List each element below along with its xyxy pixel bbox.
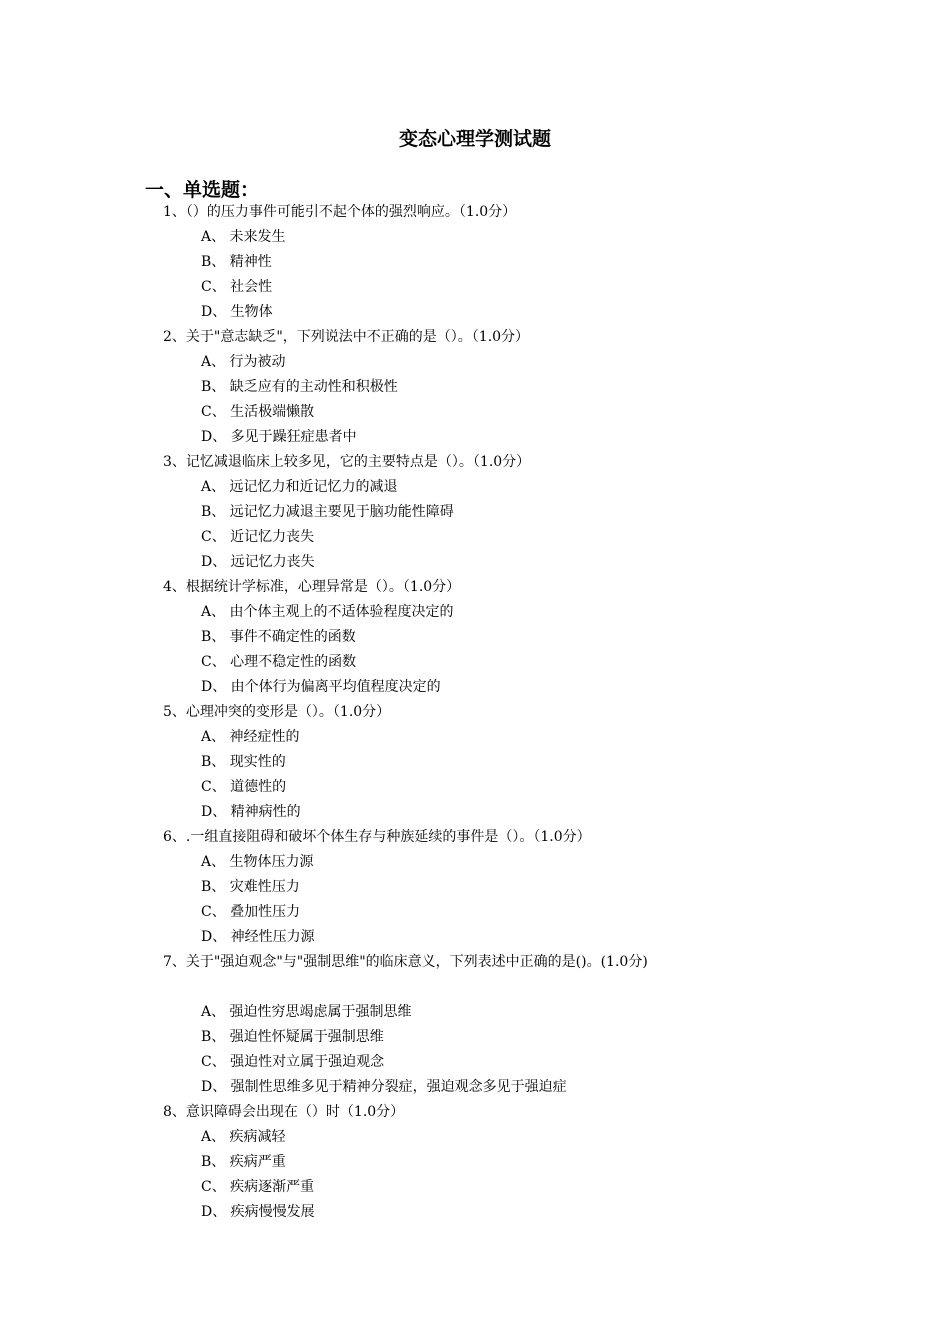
option-d: D、 精神病性的 <box>201 804 301 820</box>
question-stem: 3、记忆减退临床上较多见，它的主要特点是（）。（1.0分） <box>163 454 531 470</box>
question-list <box>0 200 950 1225</box>
option-c: C、 叠加性压力 <box>201 904 301 920</box>
option-a: A、 行为被动 <box>201 354 286 370</box>
option-a: A、 未来发生 <box>201 229 286 245</box>
option-d: D、 远记忆力丧失 <box>201 554 315 570</box>
option-d: D、 生物体 <box>201 304 273 320</box>
question-stem: 6、.一组直接阻碍和破坏个体生存与种族延续的事件是（）。（1.0分） <box>163 829 591 845</box>
option-b: B、 事件不确定性的函数 <box>201 629 356 645</box>
option-c: C、 心理不稳定性的函数 <box>201 654 357 670</box>
option-d: D、 由个体行为偏离平均值程度决定的 <box>201 679 441 695</box>
document-title: 变态心理学测试题 <box>398 128 551 150</box>
option-c: C、 社会性 <box>201 279 273 295</box>
option-b: B、 强迫性怀疑属于强制思维 <box>201 1029 384 1045</box>
option-d: D、 神经性压力源 <box>201 929 315 945</box>
question-stem: 7、关于"强迫观念"与"强制思维"的临床意义，下列表述中正确的是()。(1.0分) <box>163 954 648 970</box>
question-stem: 1、（）的压力事件可能引不起个体的强烈响应。（1.0分） <box>163 204 517 220</box>
question-stem: 8、意识障碍会出现在（）时（1.0分） <box>163 1104 405 1120</box>
option-b: B、 灾难性压力 <box>201 879 300 895</box>
option-b: B、 远记忆力减退主要见于脑功能性障碍 <box>201 504 454 520</box>
option-c: C、 生活极端懒散 <box>201 404 315 420</box>
option-d: D、 强制性思维多见于精神分裂症，强迫观念多见于强迫症 <box>201 1079 567 1095</box>
section-heading: 一、单选题： <box>145 179 260 201</box>
question-stem: 2、关于"意志缺乏"，下列说法中不正确的是（）。（1.0分） <box>163 329 530 345</box>
option-c: C、 道德性的 <box>201 779 287 795</box>
option-d: D、 多见于躁狂症患者中 <box>201 429 357 445</box>
option-b: B、 疾病严重 <box>201 1154 286 1170</box>
option-a: A、 由个体主观上的不适体验程度决定的 <box>201 604 454 620</box>
blank-line <box>0 975 950 1000</box>
option-a: A、 强迫性穷思竭虑属于强制思维 <box>201 1004 412 1020</box>
question-stem: 4、根据统计学标准，心理异常是（）。（1.0分） <box>163 579 461 595</box>
option-b: B、 精神性 <box>201 254 272 270</box>
option-a: A、 疾病减轻 <box>201 1129 286 1145</box>
option-a: A、 生物体压力源 <box>201 854 314 870</box>
option-a: A、 远记忆力和近记忆力的减退 <box>201 479 398 495</box>
option-c: C、 近记忆力丧失 <box>201 529 315 545</box>
option-c: C、 强迫性对立属于强迫观念 <box>201 1054 385 1070</box>
option-d: D、 疾病慢慢发展 <box>201 1204 315 1220</box>
question-stem: 5、心理冲突的变形是（）。（1.0分） <box>163 704 391 720</box>
option-c: C、 疾病逐渐严重 <box>201 1179 315 1195</box>
option-a: A、 神经症性的 <box>201 729 300 745</box>
option-b: B、 缺乏应有的主动性和积极性 <box>201 379 398 395</box>
option-b: B、 现实性的 <box>201 754 286 770</box>
